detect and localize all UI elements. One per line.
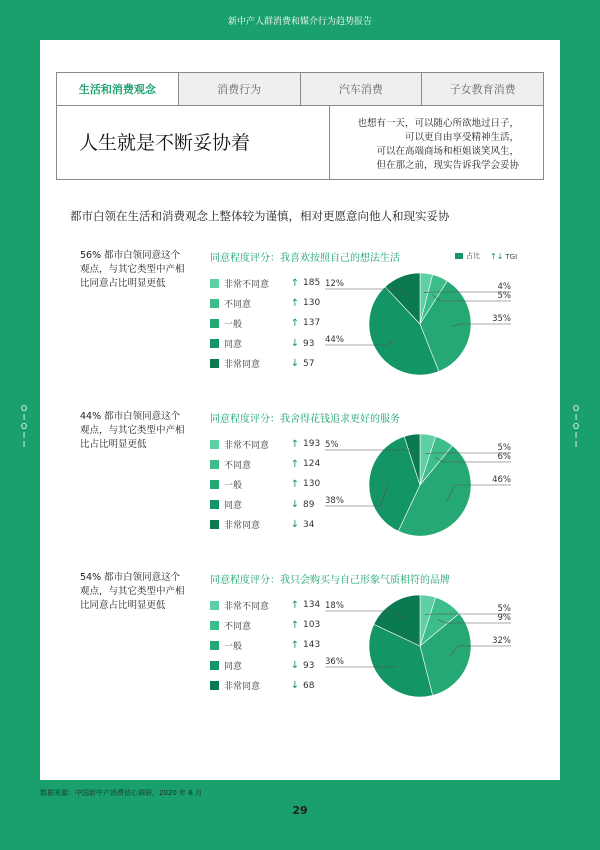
tab-car-consumption[interactable]: 汽车消费 (300, 73, 422, 105)
tab-child-education[interactable]: 子女教育消费 (421, 73, 543, 105)
arrow-down-icon: ↓ (290, 338, 300, 350)
chart-description: 44% 都市白领同意这个观点，与其它类型中产相比占比明显更低 (80, 411, 185, 450)
tgi-value: 34 (303, 519, 315, 530)
category-swatch (210, 520, 219, 529)
arrow-down-icon: ↓ (290, 680, 300, 692)
tgi-value: 68 (303, 680, 315, 691)
arrow-up-icon: ↑ (290, 458, 300, 470)
pie-data-label: 5% (497, 291, 511, 301)
legend-share-label: 占比 (466, 252, 480, 260)
category-swatch (210, 339, 219, 348)
pie-data-label: 38% (325, 496, 344, 506)
legend-tgi-arrows: ↑↓ (490, 251, 504, 261)
arrow-up-icon: ↑ (290, 619, 300, 631)
pie-data-label: 44% (325, 335, 344, 345)
category-swatch (210, 601, 219, 610)
arrow-up-icon: ↑ (290, 599, 300, 611)
category-swatch (210, 279, 219, 288)
pie-data-label: 32% (492, 636, 511, 646)
side-mark-right: O I O I I (572, 404, 580, 449)
category-swatch (210, 500, 219, 509)
legend-tgi-label: TGI (505, 252, 518, 261)
pie-data-label: 4% (497, 282, 511, 292)
pie-chart (265, 586, 535, 716)
category-label: 非常不同意 (224, 440, 270, 451)
pie-data-label: 36% (325, 657, 344, 667)
category-label: 一般 (224, 641, 243, 652)
category-swatch (210, 319, 219, 328)
chart-description: 56% 都市白领同意这个观点，与其它类型中产相比同意占比明显更低 (80, 250, 185, 289)
category-label: 非常同意 (224, 521, 261, 532)
pie-data-label: 12% (325, 279, 344, 289)
chart-description: 54% 都市白领同意这个观点，与其它类型中产相比同意占比明显更低 (80, 572, 185, 611)
tgi-value: 134 (303, 600, 321, 611)
arrow-up-icon: ↑ (290, 639, 300, 651)
chart-section-2 (40, 410, 560, 570)
tgi-value: 130 (303, 479, 321, 490)
pie-data-label: 5% (497, 443, 511, 453)
category-swatch (210, 460, 219, 469)
report-title: 新中产人群消费和媒介行为趋势报告 (227, 17, 372, 27)
section-subtitle: 都市白领在生活和消费观念上整体较为谨慎，相对更愿意向他人和现实妥协 (70, 209, 450, 223)
tgi-value: 193 (303, 439, 321, 450)
pie-chart (265, 264, 535, 394)
category-swatch (210, 621, 219, 630)
tab-bar (56, 72, 544, 106)
chart-title: 同意程度评分：我舍得花钱追求更好的服务 (210, 414, 400, 425)
category-swatch (210, 641, 219, 650)
arrow-down-icon: ↓ (290, 358, 300, 370)
pie-data-label: 18% (325, 601, 344, 611)
pie-data-label: 35% (492, 314, 511, 324)
arrow-down-icon: ↓ (290, 499, 300, 511)
category-label: 非常同意 (224, 682, 261, 693)
category-swatch (210, 359, 219, 368)
pie-data-label: 6% (497, 452, 511, 462)
category-label: 不同意 (224, 621, 252, 632)
tgi-value: 103 (303, 620, 321, 631)
arrow-up-icon: ↑ (290, 478, 300, 490)
hero-divider (329, 106, 330, 179)
hero-box (56, 106, 544, 180)
chart-section-1 (40, 249, 560, 409)
category-swatch (210, 299, 219, 308)
hero-quote: 也想有一天，可以随心所欲地过日子， 可以更自由享受精神生活， 可以在高端商场和柜姐谈笑风生， 但在那之前，现实告诉我学会妥协 (357, 118, 519, 171)
arrow-down-icon: ↓ (290, 660, 300, 672)
category-label: 不同意 (224, 460, 252, 471)
tgi-value: 143 (303, 640, 321, 651)
arrow-up-icon: ↑ (290, 317, 300, 329)
category-label: 一般 (224, 319, 243, 330)
category-label: 非常不同意 (224, 601, 270, 612)
pie-chart (265, 425, 535, 555)
footnote: 数据来源：中国新中产消费信心调研，2020 年 6 月 (40, 789, 202, 797)
tgi-value: 89 (303, 499, 315, 510)
pie-data-label: 5% (497, 604, 511, 614)
tgi-value: 93 (303, 338, 315, 349)
tgi-value: 124 (303, 459, 321, 470)
tgi-value: 185 (303, 278, 321, 289)
category-swatch (210, 681, 219, 690)
pie-data-label: 46% (492, 475, 511, 485)
category-label: 同意 (224, 501, 243, 512)
tgi-value: 57 (303, 358, 315, 369)
report-page (40, 40, 560, 780)
chart-title: 同意程度评分：我喜欢按照自己的想法生活 (210, 253, 400, 264)
pie-data-label: 5% (325, 440, 339, 450)
tgi-value: 93 (303, 660, 315, 671)
tab-consumer-behavior[interactable]: 消费行为 (178, 73, 300, 105)
category-label: 非常不同意 (224, 279, 270, 290)
category-label: 同意 (224, 340, 243, 351)
side-mark-left: O I O I I (20, 404, 28, 449)
arrow-down-icon: ↓ (290, 519, 300, 531)
chart-title: 同意程度评分：我只会购买与自己形象气质相符的品牌 (210, 575, 450, 586)
category-swatch (210, 480, 219, 489)
category-label: 非常同意 (224, 360, 261, 371)
hero-title: 人生就是不断妥协着 (79, 132, 251, 154)
category-swatch (210, 661, 219, 670)
pie-data-label: 9% (497, 613, 511, 623)
tab-lifestyle[interactable]: 生活和消费观念 (57, 73, 178, 105)
arrow-up-icon: ↑ (290, 297, 300, 309)
chart-section-3 (40, 571, 560, 731)
category-label: 一般 (224, 480, 243, 491)
tgi-value: 130 (303, 298, 321, 309)
tgi-value: 137 (303, 318, 321, 329)
arrow-up-icon: ↑ (290, 277, 300, 289)
category-label: 不同意 (224, 299, 252, 310)
page-number: 29 (292, 804, 308, 817)
category-swatch (210, 440, 219, 449)
category-label: 同意 (224, 662, 243, 673)
arrow-up-icon: ↑ (290, 438, 300, 450)
